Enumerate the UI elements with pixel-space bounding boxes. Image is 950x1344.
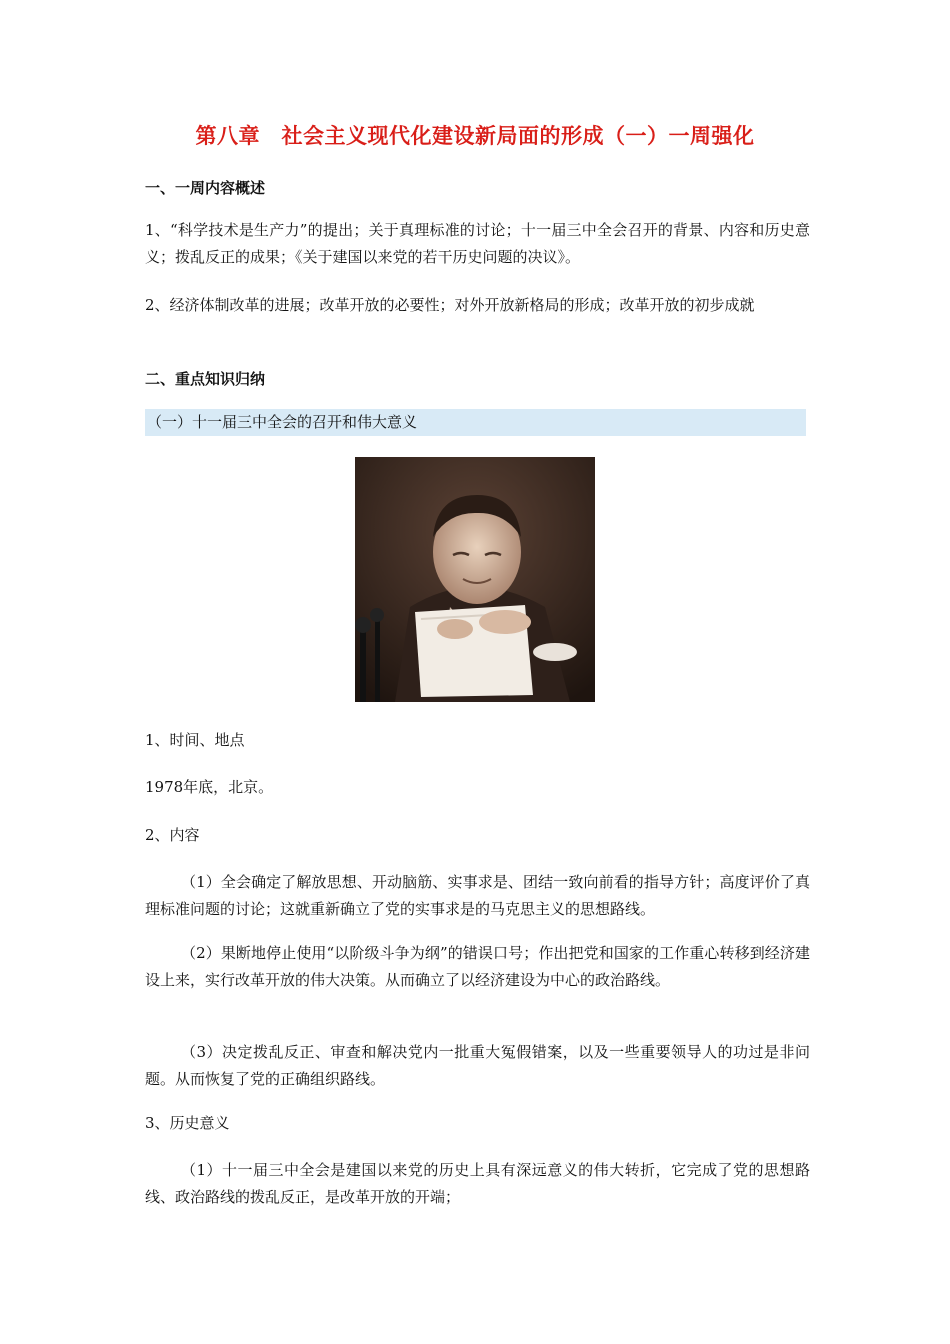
- overview-item-2: 2、经济体制改革的进展；改革开放的必要性；对外开放新格局的形成；改革开放的初步成就: [145, 296, 755, 314]
- significance-item-1: （1）十一届三中全会是建国以来党的历史上具有深远意义的伟大转折，它完成了党的思想路线、政治路线的拨乱反正，是改革开放的开端；: [145, 1161, 810, 1206]
- content-item-3: （3）决定拨乱反正、审查和解决党内一批重大冤假错案，以及一些重要领导人的功过是非问题。从而恢复了党的正确组织路线。: [145, 1043, 810, 1088]
- overview-item-1: 1、“科学技术是生产力”的提出；关于真理标准的讨论；十一届三中全会召开的背景、内容和历史意义；拨乱反正的成果；《关于建国以来党的若干历史问题的决议》。: [145, 221, 810, 266]
- subsection-band: （一）十一届三中全会的召开和伟大意义: [145, 409, 806, 436]
- content-item-2: （2）果断地停止使用“以阶级斗争为纲”的错误口号；作出把党和国家的工作重心转移到经济建设上来，实行改革开放的伟大决策。从而确立了以经济建设为中心的政治路线。: [145, 944, 810, 989]
- historical-photo: [355, 457, 595, 702]
- photo-image-icon: [355, 457, 595, 702]
- content-item-1: （1）全会确定了解放思想、开动脑筋、实事求是、团结一致向前看的指导方针；高度评价了真理标准问题的讨论；这就重新确立了党的实事求是的马克思主义的思想路线。: [145, 873, 810, 918]
- content-label: 2、内容: [145, 826, 200, 844]
- significance-label: 3、历史意义: [145, 1114, 230, 1132]
- section-heading-key-points: 二、重点知识归纳: [145, 370, 266, 388]
- section-heading-overview: 一、一周内容概述: [145, 179, 266, 197]
- page-title: 第八章 社会主义现代化建设新局面的形成（一）一周强化: [195, 124, 755, 148]
- time-place-text: 1978年底，北京。: [145, 778, 274, 796]
- time-place-label: 1、时间、地点: [145, 731, 245, 749]
